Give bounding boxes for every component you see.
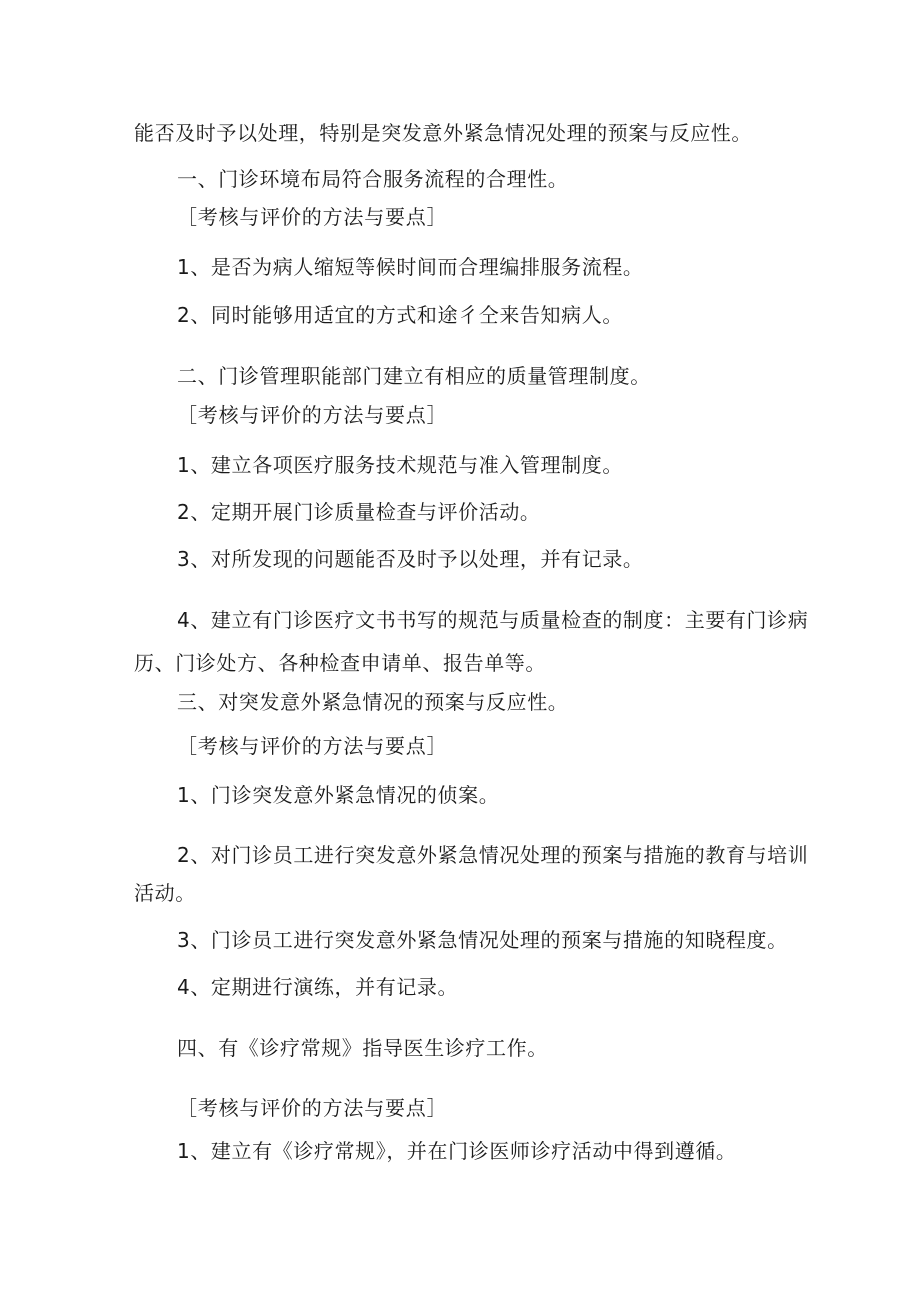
list-item-3-2-continued: 活动。 — [134, 881, 196, 905]
paragraph-continuation: 能否及时予以处理，特别是突发意外紧急情况处理的预案与反应性。 — [134, 121, 752, 145]
section-heading-1: 一、门诊环境布局符合服务流程的合理性。 — [177, 167, 569, 191]
list-item-2-4-continued: 历、门诊处方、各种检查申请单、报告单等。 — [134, 651, 546, 675]
list-item-2-4: 4、建立有门诊医疗文书书写的规范与质量检查的制度：主要有门诊病 — [177, 608, 809, 632]
assessment-heading-4: ［考核与评价的方法与要点］ — [177, 1096, 448, 1120]
section-heading-2: 二、门诊管理职能部门建立有相应的质量管理制度。 — [177, 364, 651, 388]
assessment-heading-3: ［考核与评价的方法与要点］ — [177, 734, 448, 758]
list-item-2-3: 3、对所发现的问题能否及时予以处理，并有记录。 — [177, 547, 644, 571]
list-item-3-4: 4、定期进行演练，并有记录。 — [177, 975, 459, 999]
list-item-3-1: 1、门诊突发意外紧急情况的侦案。 — [177, 783, 500, 807]
list-item-1-1: 1、是否为病人缩短等候时间而合理编排服务流程。 — [177, 255, 644, 279]
list-item-2-2: 2、定期开展门诊质量检查与评价活动。 — [177, 500, 541, 524]
section-heading-3: 三、对突发意外紧急情况的预案与反应性。 — [177, 690, 569, 714]
list-item-3-2: 2、对门诊员工进行突发意外紧急情况处理的预案与措施的教育与培训 — [177, 843, 809, 867]
list-item-3-3: 3、门诊员工进行突发意外紧急情况处理的预案与措施的知晓程度。 — [177, 928, 788, 952]
list-item-4-1: 1、建立有《诊疗常规》，并在门诊医师诊疗活动中得到遵循。 — [177, 1139, 737, 1163]
section-heading-4: 四、有《诊疗常规》指导医生诊疗工作。 — [177, 1036, 548, 1060]
assessment-heading-1: ［考核与评价的方法与要点］ — [177, 205, 448, 229]
assessment-heading-2: ［考核与评价的方法与要点］ — [177, 403, 448, 427]
list-item-1-2: 2、同时能够用适宜的方式和途彳仝来告知病人。 — [177, 303, 623, 327]
list-item-2-1: 1、建立各项医疗服务技术规范与准入管理制度。 — [177, 453, 623, 477]
